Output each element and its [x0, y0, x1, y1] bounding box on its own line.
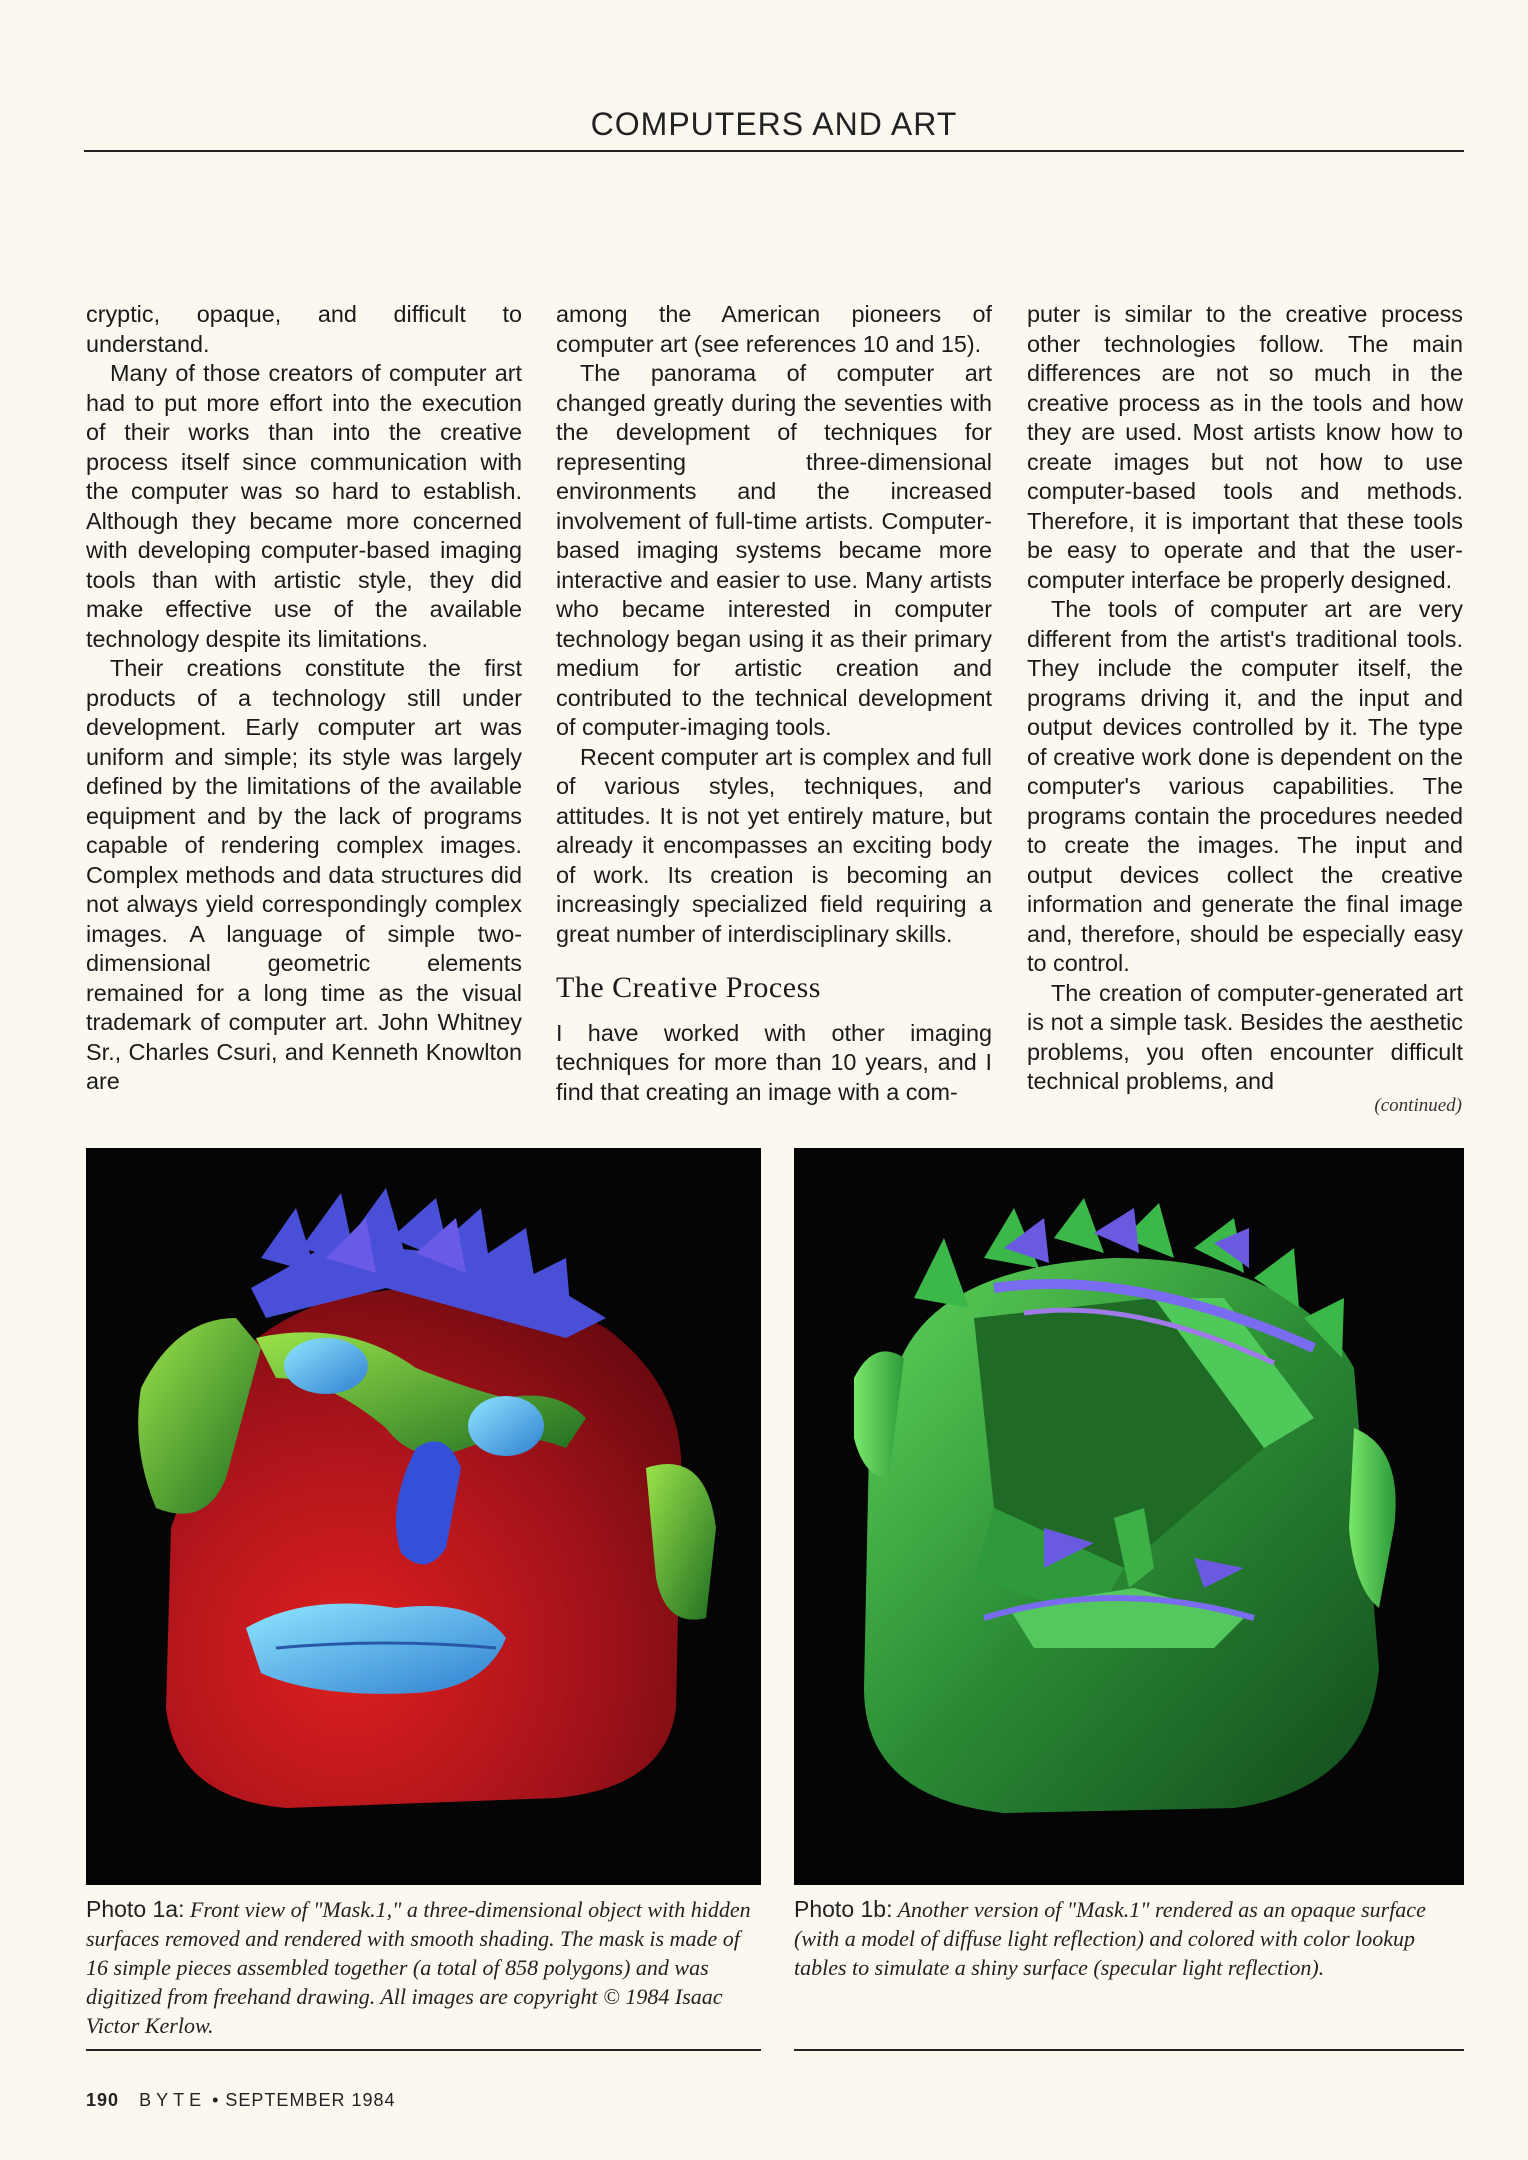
caption-rule — [794, 2049, 1464, 2051]
text-column-3 — [1027, 300, 1463, 1097]
paragraph: Recent computer art is complex and full of various styles, techniques, and attitudes. It is not yet entirely mature, but already it encompasses an exciting body of work. Its creation is becoming an increasingly specialized field requiring a great number of interdisciplinary skills. — [556, 743, 992, 947]
photo-1b — [794, 1148, 1464, 1885]
page-number: 190 — [86, 2090, 120, 2110]
caption-text: Another version of "Mask.1" rendered as an opaque surface (with a model of diffuse light reflection) and colored with color lookup tables to simulate a shiny surface (specular light reflection). — [794, 1897, 1426, 1980]
page-footer — [86, 2090, 396, 2111]
caption-photo-1a — [86, 1895, 758, 2040]
paragraph: cryptic, opaque, and difficult to understand. — [86, 301, 522, 357]
paragraph: Their creations constitute the first products of a technology still under development. Early computer art was uniform and simple; its style was largely defined by the limitations of the available equipment and by the lack of programs capable of rendering complex images. Complex methods and data structures did not always yield correspondingly complex images. A language of simple two-dimensional geometric elements remained for a long time as the visual trademark of computer art. John Whitney Sr., Charles Csuri, and Kenneth Knowlton are — [86, 655, 522, 1094]
caption-text: Front view of "Mask.1," a three-dimensional object with hidden surfaces removed and rendered with smooth shading. The mask is made of 16 simple pieces assembled together (a total of 858 polygons) and was digitized from freehand drawing. All images are copyright © 1984 Isaac Victor Kerlow. — [86, 1897, 751, 2038]
header-rule — [84, 150, 1464, 152]
caption-lead: Photo 1b: — [794, 1896, 893, 1922]
paragraph: puter is similar to the creative process other technologies follow. The main differences are not so much in the creative process as in the tools and how they are used. Most artists know how to create images but not how to use computer-based tools and methods. Therefore, it is important that these tools be easy to operate and that the user-computer interface be properly designed. — [1027, 301, 1463, 593]
paragraph: The panorama of computer art changed greatly during the seventies with the development of techniques for representing three-dimensional environments and the increased involvement of full-time artists. Computer-based imaging systems became more interactive and easier to use. Many artists who became interested in computer technology began using it as their primary medium for artistic creation and contributed to the technical development of computer-imaging tools. — [556, 360, 992, 740]
text-column-2 — [556, 300, 992, 1107]
paragraph: I have worked with other imaging techniques for more than 10 years, and I find that creating an image with a com- — [556, 1019, 992, 1105]
paragraph: among the American pioneers of computer art (see references 10 and 15). — [556, 301, 992, 357]
mask-red-render — [86, 1148, 761, 1885]
photo-1a — [86, 1148, 761, 1885]
running-header: COMPUTERS AND ART — [590, 106, 958, 142]
mask-green-render — [794, 1148, 1464, 1885]
caption-lead: Photo 1a: — [86, 1896, 185, 1922]
magazine-name: BYTE — [139, 2090, 207, 2110]
paragraph: The tools of computer art are very different from the artist's traditional tools. They include the computer itself, the programs driving it, and the input and output devices controlled by it. The type of creative work done is dependent on the computer's various capabilities. The programs contain the procedures needed to create the images. The input and output devices collect the creative information and generate the final image and, therefore, should be especially easy to control. — [1027, 596, 1463, 976]
caption-photo-1b — [794, 1895, 1454, 1982]
footer-separator: • — [212, 2090, 220, 2110]
text-column-1 — [86, 300, 522, 1097]
paragraph: The creation of computer-generated art is not a simple task. Besides the aesthetic problems, you often encounter difficult technical problems, and — [1027, 979, 1463, 1094]
section-heading: The Creative Process — [556, 971, 821, 1004]
caption-rule — [86, 2049, 761, 2051]
continued-note: (continued) — [1374, 1095, 1462, 1116]
paragraph: Many of those creators of computer art had to put more effort into the execution of their works than into the creative process itself since communication with the computer was so hard to establish. Although they became more concerned with developing computer-based imaging tools than with artistic style, they did make effective use of the available technology despite its limitations. — [86, 360, 522, 652]
issue-date: SEPTEMBER 1984 — [225, 2090, 396, 2110]
